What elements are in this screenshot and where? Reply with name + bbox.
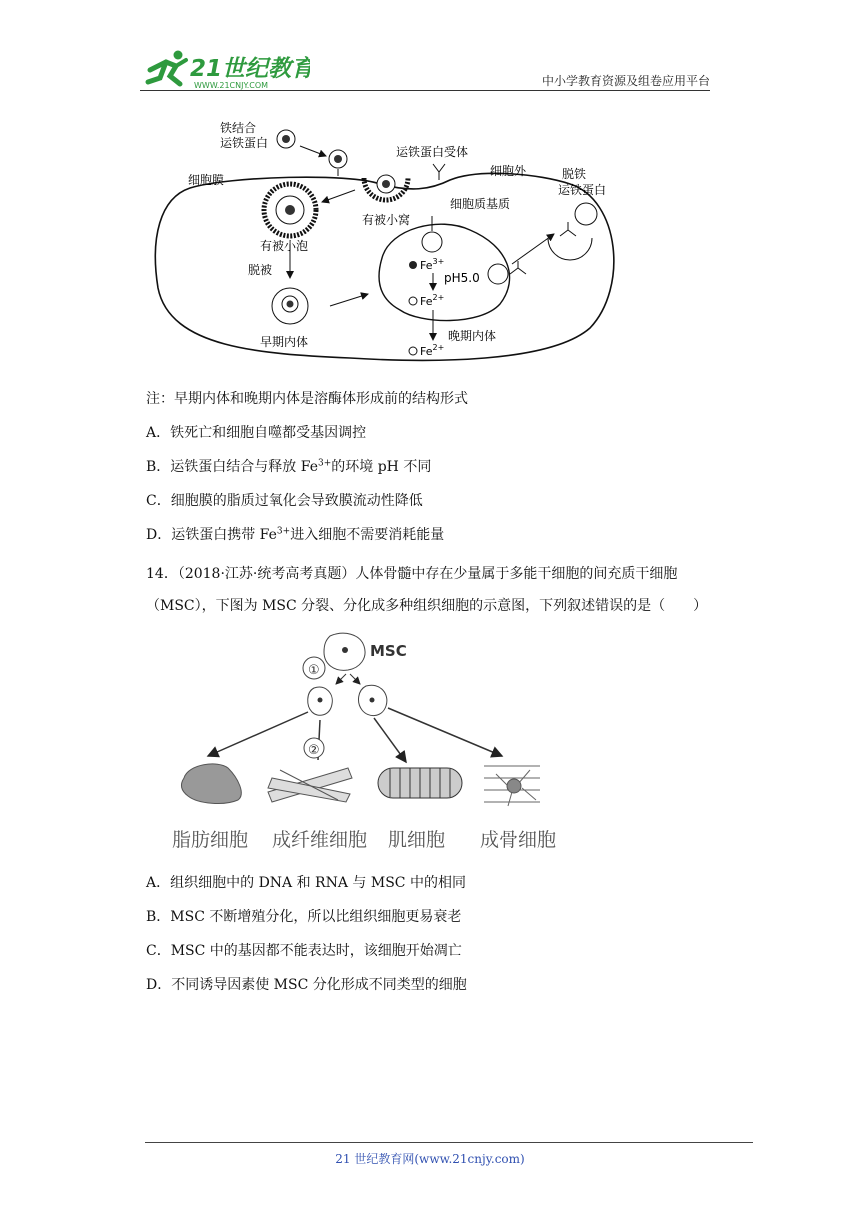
label-early-endosome: 早期内体 <box>260 335 309 349</box>
label-iron-tf-1: 铁结合 <box>220 121 257 135</box>
option-text: 细胞膜的脂质过氧化会导致膜流动性降低 <box>170 493 423 509</box>
option-text-b: 进入细胞不需要消耗能量 <box>290 527 445 543</box>
q13-option-a <box>146 422 366 442</box>
option-text-a: 运铁蛋白携带 Fe <box>171 527 277 543</box>
label-outside: 细胞外 <box>490 164 527 178</box>
option-sup: 3+ <box>317 458 332 469</box>
q13-option-b <box>146 456 431 476</box>
label-cell-fibroblast: 成纤维细胞 <box>272 829 368 851</box>
label-cell-osteocyte: 成骨细胞 <box>480 829 557 851</box>
q13-note: 注：早期内体和晚期内体是溶酶体形成前的结构形式 <box>146 391 468 407</box>
q14-option-a <box>146 872 466 892</box>
option-text: MSC 中的基因都不能表达时，该细胞开始凋亡 <box>170 943 462 959</box>
muscle-cell-shape <box>378 768 462 798</box>
q14-option-b <box>146 906 461 926</box>
logo-main-text: 21世纪教育 <box>190 56 310 82</box>
label-fe2a-sup: 2+ <box>432 293 445 302</box>
label-fe2b: Fe <box>420 345 433 358</box>
option-letter: C． <box>146 943 171 959</box>
option-text: 铁死亡和细胞自噬都受基因调控 <box>170 425 367 441</box>
option-text-b: 的环境 pH 不同 <box>331 459 432 475</box>
label-apo-tf-2: 运铁蛋白 <box>558 183 607 197</box>
iron-transport-figure <box>150 118 625 366</box>
q14-option-d <box>146 974 467 994</box>
label-cytoplasm: 细胞质基质 <box>450 197 511 211</box>
site-name: 中小学教育资源及组卷应用平台 <box>541 74 710 88</box>
label-fe3-sup: 3+ <box>432 257 445 266</box>
option-letter: A． <box>146 875 171 891</box>
label-late-endosome: 晚期内体 <box>448 329 497 343</box>
label-cell-muscle: 肌细胞 <box>388 829 446 851</box>
label-step-1: ① <box>308 663 320 678</box>
option-letter: B． <box>146 909 171 925</box>
footer-divider <box>145 1142 753 1143</box>
svg-text:Fe2+ <box>420 343 444 358</box>
site-logo <box>140 46 310 92</box>
label-membrane: 细胞膜 <box>188 173 225 187</box>
option-letter: D． <box>146 527 172 543</box>
label-fe2b-sup: 2+ <box>432 343 445 352</box>
footer-link[interactable]: 21 世纪教育网(www.21cnjy.com) <box>335 1152 525 1166</box>
label-cell-adipocyte: 脂肪细胞 <box>172 829 249 851</box>
header-divider <box>140 90 710 91</box>
option-text: 不同诱导因素使 MSC 分化形成不同类型的细胞 <box>171 977 467 993</box>
label-fe3: Fe <box>420 259 433 272</box>
q13-option-d <box>146 524 444 544</box>
label-uncoat: 脱被 <box>248 263 273 277</box>
label-iron-tf-2: 运铁蛋白 <box>220 136 269 150</box>
option-text: MSC 不断增殖分化，所以比组织细胞更易衰老 <box>170 909 462 925</box>
label-ph: pH5.0 <box>444 271 480 285</box>
label-step-2: ② <box>308 743 320 758</box>
label-apo-tf-1: 脱铁 <box>562 167 587 181</box>
msc-differentiation-figure <box>168 628 580 860</box>
option-letter: B． <box>146 459 171 475</box>
logo-url-text: WWW.21CNJY.COM <box>194 81 269 90</box>
option-letter: C． <box>146 493 171 509</box>
label-fe2a: Fe <box>420 295 433 308</box>
label-coated-pit: 有被小窝 <box>362 213 411 227</box>
q14-option-c <box>146 940 462 960</box>
option-letter: D． <box>146 977 172 993</box>
label-receptor: 运铁蛋白受体 <box>396 145 469 159</box>
option-letter: A． <box>146 425 171 441</box>
q13-option-c <box>146 490 423 510</box>
option-text: 组织细胞中的 DNA 和 RNA 与 MSC 中的相同 <box>170 875 466 891</box>
q14-stem: 14．（2018·江苏·统考高考真题）人体骨髓中存在少量属于多能干细胞的间充质干细胞（MSC），下图为 MSC 分裂、分化成多种组织细胞的示意图，下列叙述错误的是（ ） <box>146 566 708 614</box>
option-sup: 3+ <box>276 526 291 537</box>
option-text-a: 运铁蛋白结合与释放 Fe <box>170 459 318 475</box>
label-msc: MSC <box>370 642 407 660</box>
label-coated-vesicle: 有被小泡 <box>260 239 309 253</box>
runner-icon <box>148 51 186 85</box>
